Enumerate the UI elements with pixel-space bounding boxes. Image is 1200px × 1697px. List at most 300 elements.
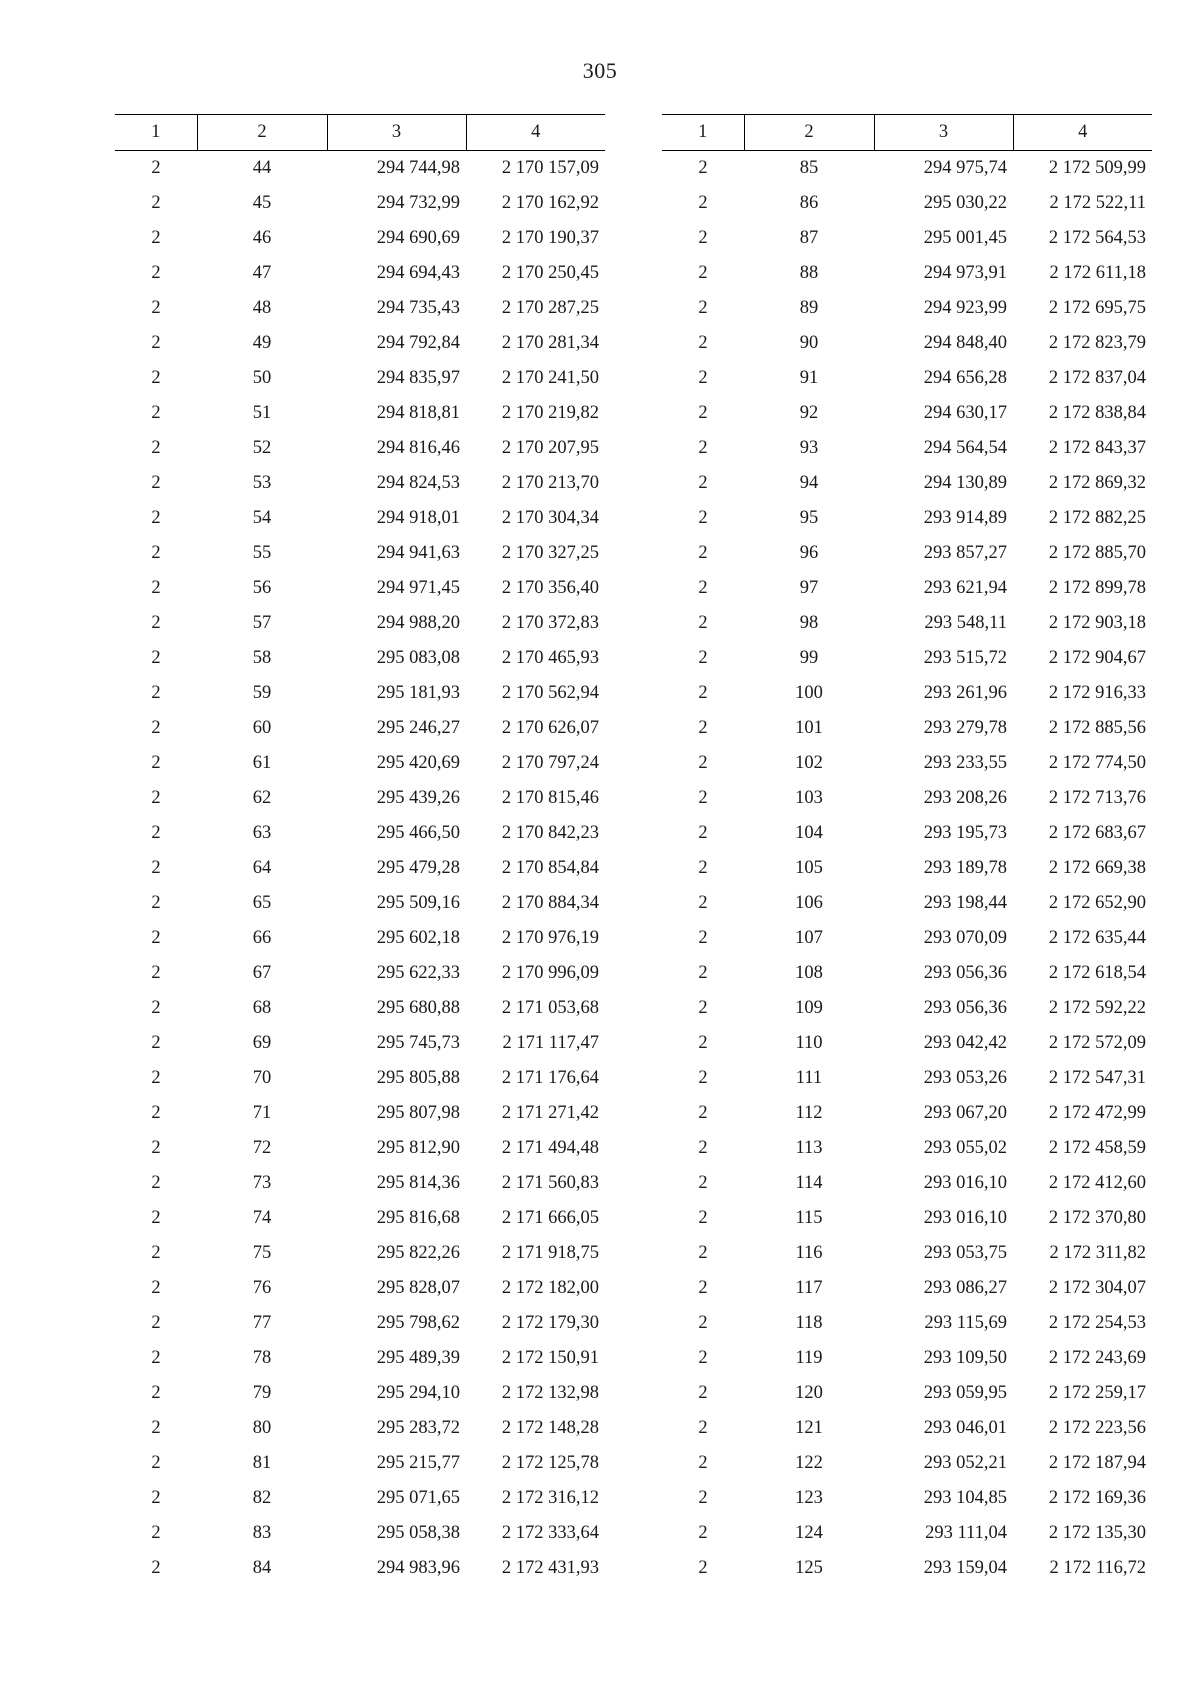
polygon-number-cell: 2 xyxy=(698,1313,708,1333)
column-header: 2 xyxy=(197,115,327,151)
header-row xyxy=(662,115,1152,151)
table-row xyxy=(115,991,605,1026)
x-coordinate-cell: 294 130,89 xyxy=(923,473,1007,493)
x-coordinate-cell: 294 988,20 xyxy=(376,613,460,633)
x-coordinate-cell: 293 070,09 xyxy=(923,928,1007,948)
y-coordinate-cell: 2 172 635,44 xyxy=(1048,928,1146,948)
polygon-number-cell: 2 xyxy=(151,963,161,983)
y-coordinate-cell: 2 170 626,07 xyxy=(501,718,599,738)
point-number-cell: 67 xyxy=(252,963,272,983)
polygon-number-cell: 2 xyxy=(151,263,161,283)
table-row xyxy=(662,1236,1152,1271)
x-coordinate-cell: 295 181,93 xyxy=(376,683,460,703)
table-row xyxy=(115,1271,605,1306)
x-coordinate-cell: 293 857,27 xyxy=(923,543,1007,563)
x-coordinate-cell: 294 792,84 xyxy=(376,333,460,353)
y-coordinate-cell: 2 172 611,18 xyxy=(1049,263,1146,283)
table-row xyxy=(115,1481,605,1516)
column-header: 4 xyxy=(466,115,605,151)
y-coordinate-cell: 2 172 592,22 xyxy=(1048,998,1146,1018)
table-row xyxy=(662,1131,1152,1166)
polygon-number-cell: 2 xyxy=(151,928,161,948)
point-number-cell: 69 xyxy=(252,1033,272,1053)
point-number-cell: 47 xyxy=(252,263,272,283)
x-coordinate-cell: 295 680,88 xyxy=(376,998,460,1018)
point-number-cell: 88 xyxy=(799,263,819,283)
y-coordinate-cell: 2 170 327,25 xyxy=(501,543,599,563)
x-coordinate-cell: 295 745,73 xyxy=(376,1033,460,1053)
polygon-number-cell: 2 xyxy=(698,858,708,878)
polygon-number-cell: 2 xyxy=(698,753,708,773)
column-header: 3 xyxy=(874,115,1013,151)
table-row xyxy=(115,676,605,711)
x-coordinate-cell: 295 805,88 xyxy=(376,1068,460,1088)
point-number-cell: 99 xyxy=(799,648,819,668)
point-number-cell: 53 xyxy=(252,473,272,493)
y-coordinate-cell: 2 171 918,75 xyxy=(501,1243,599,1263)
y-coordinate-cell: 2 172 311,82 xyxy=(1049,1243,1146,1263)
table-row xyxy=(115,1236,605,1271)
x-coordinate-cell: 295 420,69 xyxy=(376,753,460,773)
polygon-number-cell: 2 xyxy=(698,718,708,738)
x-coordinate-cell: 294 971,45 xyxy=(376,578,460,598)
point-number-cell: 104 xyxy=(795,823,823,843)
y-coordinate-cell: 2 172 472,99 xyxy=(1048,1103,1146,1123)
y-coordinate-cell: 2 172 182,00 xyxy=(501,1278,599,1298)
polygon-number-cell: 2 xyxy=(151,1103,161,1123)
table-row xyxy=(662,1201,1152,1236)
polygon-number-cell: 2 xyxy=(698,998,708,1018)
coordinates-table-right xyxy=(662,114,1152,1586)
table-row xyxy=(662,1026,1152,1061)
point-number-cell: 103 xyxy=(795,788,823,808)
polygon-number-cell: 2 xyxy=(698,823,708,843)
table-row xyxy=(115,1551,605,1586)
y-coordinate-cell: 2 172 652,90 xyxy=(1048,893,1146,913)
y-coordinate-cell: 2 172 148,28 xyxy=(501,1418,599,1438)
table-row xyxy=(662,221,1152,256)
point-number-cell: 44 xyxy=(252,158,272,178)
polygon-number-cell: 2 xyxy=(151,1488,161,1508)
point-number-cell: 61 xyxy=(252,753,272,773)
x-coordinate-cell: 294 732,99 xyxy=(376,193,460,213)
polygon-number-cell: 2 xyxy=(698,1558,708,1578)
polygon-number-cell: 2 xyxy=(698,543,708,563)
polygon-number-cell: 2 xyxy=(151,858,161,878)
x-coordinate-cell: 293 067,20 xyxy=(923,1103,1007,1123)
y-coordinate-cell: 2 172 150,91 xyxy=(501,1348,599,1368)
point-number-cell: 111 xyxy=(795,1068,823,1088)
table-row xyxy=(662,1516,1152,1551)
polygon-number-cell: 2 xyxy=(698,368,708,388)
x-coordinate-cell: 293 053,75 xyxy=(923,1243,1007,1263)
x-coordinate-cell: 293 621,94 xyxy=(923,578,1007,598)
x-coordinate-cell: 293 053,26 xyxy=(923,1068,1007,1088)
polygon-number-cell: 2 xyxy=(151,1313,161,1333)
y-coordinate-cell: 2 170 219,82 xyxy=(501,403,599,423)
y-coordinate-cell: 2 172 838,84 xyxy=(1048,403,1146,423)
x-coordinate-cell: 293 052,21 xyxy=(923,1453,1007,1473)
table-row xyxy=(115,921,605,956)
y-coordinate-cell: 2 170 797,24 xyxy=(501,753,599,773)
point-number-cell: 101 xyxy=(795,718,823,738)
x-coordinate-cell: 294 824,53 xyxy=(376,473,460,493)
table-row xyxy=(115,1376,605,1411)
x-coordinate-cell: 293 195,73 xyxy=(923,823,1007,843)
x-coordinate-cell: 293 233,55 xyxy=(923,753,1007,773)
column-header: 1 xyxy=(115,115,197,151)
table-row xyxy=(115,711,605,746)
y-coordinate-cell: 2 170 976,19 xyxy=(501,928,599,948)
polygon-number-cell: 2 xyxy=(151,403,161,423)
table-row xyxy=(115,151,605,187)
point-number-cell: 117 xyxy=(795,1278,823,1298)
x-coordinate-cell: 294 848,40 xyxy=(923,333,1007,353)
x-coordinate-cell: 295 466,50 xyxy=(376,823,460,843)
x-coordinate-cell: 293 189,78 xyxy=(923,858,1007,878)
point-number-cell: 80 xyxy=(252,1418,272,1438)
x-coordinate-cell: 295 602,18 xyxy=(376,928,460,948)
point-number-cell: 63 xyxy=(252,823,272,843)
table-row xyxy=(115,291,605,326)
table-row xyxy=(115,956,605,991)
table-row xyxy=(115,1026,605,1061)
x-coordinate-cell: 294 694,43 xyxy=(376,263,460,283)
polygon-number-cell: 2 xyxy=(698,1033,708,1053)
y-coordinate-cell: 2 172 903,18 xyxy=(1048,613,1146,633)
point-number-cell: 79 xyxy=(252,1383,272,1403)
point-number-cell: 59 xyxy=(252,683,272,703)
y-coordinate-cell: 2 172 564,53 xyxy=(1048,228,1146,248)
polygon-number-cell: 2 xyxy=(698,613,708,633)
polygon-number-cell: 2 xyxy=(698,473,708,493)
y-coordinate-cell: 2 170 854,84 xyxy=(501,858,599,878)
polygon-number-cell: 2 xyxy=(151,1348,161,1368)
point-number-cell: 95 xyxy=(799,508,819,528)
table-row xyxy=(662,711,1152,746)
table-row xyxy=(115,256,605,291)
y-coordinate-cell: 2 170 562,94 xyxy=(501,683,599,703)
polygon-number-cell: 2 xyxy=(698,683,708,703)
x-coordinate-cell: 293 198,44 xyxy=(923,893,1007,913)
point-number-cell: 54 xyxy=(252,508,272,528)
y-coordinate-cell: 2 170 213,70 xyxy=(501,473,599,493)
x-coordinate-cell: 294 835,97 xyxy=(376,368,460,388)
point-number-cell: 72 xyxy=(252,1138,272,1158)
polygon-number-cell: 2 xyxy=(151,508,161,528)
table-row xyxy=(115,1166,605,1201)
point-number-cell: 78 xyxy=(252,1348,272,1368)
y-coordinate-cell: 2 172 683,67 xyxy=(1048,823,1146,843)
y-coordinate-cell: 2 172 547,31 xyxy=(1048,1068,1146,1088)
polygon-number-cell: 2 xyxy=(151,1278,161,1298)
table-row xyxy=(115,641,605,676)
point-number-cell: 94 xyxy=(799,473,819,493)
polygon-number-cell: 2 xyxy=(151,893,161,913)
point-number-cell: 93 xyxy=(799,438,819,458)
point-number-cell: 65 xyxy=(252,893,272,913)
polygon-number-cell: 2 xyxy=(151,1138,161,1158)
point-number-cell: 109 xyxy=(795,998,823,1018)
point-number-cell: 82 xyxy=(252,1488,272,1508)
x-coordinate-cell: 293 111,04 xyxy=(925,1523,1007,1543)
table-row xyxy=(662,781,1152,816)
y-coordinate-cell: 2 172 904,67 xyxy=(1048,648,1146,668)
table-row xyxy=(662,1341,1152,1376)
polygon-number-cell: 2 xyxy=(698,1208,708,1228)
x-coordinate-cell: 294 918,01 xyxy=(376,508,460,528)
point-number-cell: 123 xyxy=(795,1488,823,1508)
polygon-number-cell: 2 xyxy=(698,333,708,353)
polygon-number-cell: 2 xyxy=(698,263,708,283)
x-coordinate-cell: 293 279,78 xyxy=(923,718,1007,738)
polygon-number-cell: 2 xyxy=(151,333,161,353)
point-number-cell: 77 xyxy=(252,1313,272,1333)
polygon-number-cell: 2 xyxy=(151,718,161,738)
x-coordinate-cell: 295 807,98 xyxy=(376,1103,460,1123)
point-number-cell: 125 xyxy=(795,1558,823,1578)
y-coordinate-cell: 2 172 869,32 xyxy=(1048,473,1146,493)
x-coordinate-cell: 294 816,46 xyxy=(376,438,460,458)
point-number-cell: 71 xyxy=(252,1103,272,1123)
y-coordinate-cell: 2 172 412,60 xyxy=(1048,1173,1146,1193)
polygon-number-cell: 2 xyxy=(698,228,708,248)
table-row xyxy=(662,1061,1152,1096)
x-coordinate-cell: 295 812,90 xyxy=(376,1138,460,1158)
x-coordinate-cell: 295 071,65 xyxy=(376,1488,460,1508)
y-coordinate-cell: 2 172 187,94 xyxy=(1048,1453,1146,1473)
x-coordinate-cell: 295 816,68 xyxy=(376,1208,460,1228)
y-coordinate-cell: 2 172 522,11 xyxy=(1049,193,1146,213)
polygon-number-cell: 2 xyxy=(698,1383,708,1403)
point-number-cell: 87 xyxy=(799,228,819,248)
table-row xyxy=(115,1446,605,1481)
table-row xyxy=(115,326,605,361)
table-row xyxy=(662,1411,1152,1446)
x-coordinate-cell: 293 115,69 xyxy=(924,1313,1007,1333)
x-coordinate-cell: 295 828,07 xyxy=(376,1278,460,1298)
y-coordinate-cell: 2 170 356,40 xyxy=(501,578,599,598)
point-number-cell: 60 xyxy=(252,718,272,738)
x-coordinate-cell: 295 083,08 xyxy=(376,648,460,668)
polygon-number-cell: 2 xyxy=(698,1068,708,1088)
column-header: 2 xyxy=(744,115,874,151)
table-body-left xyxy=(115,151,605,1587)
polygon-number-cell: 2 xyxy=(151,823,161,843)
point-number-cell: 46 xyxy=(252,228,272,248)
table-row xyxy=(115,431,605,466)
x-coordinate-cell: 295 294,10 xyxy=(376,1383,460,1403)
y-coordinate-cell: 2 170 884,34 xyxy=(501,893,599,913)
x-coordinate-cell: 294 973,91 xyxy=(923,263,1007,283)
point-number-cell: 57 xyxy=(252,613,272,633)
point-number-cell: 51 xyxy=(252,403,272,423)
table-row xyxy=(662,501,1152,536)
point-number-cell: 115 xyxy=(795,1208,823,1228)
y-coordinate-cell: 2 172 572,09 xyxy=(1048,1033,1146,1053)
point-number-cell: 98 xyxy=(799,613,819,633)
table-row xyxy=(115,221,605,256)
table-row xyxy=(115,186,605,221)
x-coordinate-cell: 295 798,62 xyxy=(376,1313,460,1333)
polygon-number-cell: 2 xyxy=(151,1418,161,1438)
y-coordinate-cell: 2 172 243,69 xyxy=(1048,1348,1146,1368)
point-number-cell: 119 xyxy=(795,1348,823,1368)
polygon-number-cell: 2 xyxy=(698,1138,708,1158)
y-coordinate-cell: 2 170 304,34 xyxy=(501,508,599,528)
x-coordinate-cell: 293 016,10 xyxy=(923,1173,1007,1193)
polygon-number-cell: 2 xyxy=(698,578,708,598)
polygon-number-cell: 2 xyxy=(698,403,708,423)
x-coordinate-cell: 294 690,69 xyxy=(376,228,460,248)
x-coordinate-cell: 295 489,39 xyxy=(376,1348,460,1368)
point-number-cell: 108 xyxy=(795,963,823,983)
x-coordinate-cell: 293 208,26 xyxy=(923,788,1007,808)
polygon-number-cell: 2 xyxy=(151,1558,161,1578)
table-row xyxy=(115,361,605,396)
y-coordinate-cell: 2 171 560,83 xyxy=(501,1173,599,1193)
point-number-cell: 114 xyxy=(795,1173,823,1193)
y-coordinate-cell: 2 172 333,64 xyxy=(501,1523,599,1543)
polygon-number-cell: 2 xyxy=(151,648,161,668)
y-coordinate-cell: 2 171 666,05 xyxy=(501,1208,599,1228)
point-number-cell: 50 xyxy=(252,368,272,388)
y-coordinate-cell: 2 172 843,37 xyxy=(1048,438,1146,458)
polygon-number-cell: 2 xyxy=(698,1278,708,1298)
x-coordinate-cell: 295 215,77 xyxy=(376,1453,460,1473)
polygon-number-cell: 2 xyxy=(698,1348,708,1368)
y-coordinate-cell: 2 172 370,80 xyxy=(1048,1208,1146,1228)
x-coordinate-cell: 293 046,01 xyxy=(923,1418,1007,1438)
y-coordinate-cell: 2 172 669,38 xyxy=(1048,858,1146,878)
table-row xyxy=(662,186,1152,221)
y-coordinate-cell: 2 172 259,17 xyxy=(1048,1383,1146,1403)
y-coordinate-cell: 2 172 135,30 xyxy=(1048,1523,1146,1543)
polygon-number-cell: 2 xyxy=(151,193,161,213)
point-number-cell: 66 xyxy=(252,928,272,948)
table-row xyxy=(115,851,605,886)
point-number-cell: 102 xyxy=(795,753,823,773)
table-row xyxy=(115,396,605,431)
y-coordinate-cell: 2 170 465,93 xyxy=(501,648,599,668)
point-number-cell: 86 xyxy=(799,193,819,213)
x-coordinate-cell: 294 735,43 xyxy=(376,298,460,318)
coordinates-table-left xyxy=(115,114,605,1586)
header-row xyxy=(115,115,605,151)
polygon-number-cell: 2 xyxy=(151,473,161,493)
table-row xyxy=(115,816,605,851)
x-coordinate-cell: 295 622,33 xyxy=(376,963,460,983)
table-row xyxy=(115,606,605,641)
table-row xyxy=(115,1516,605,1551)
table-row xyxy=(115,536,605,571)
point-number-cell: 85 xyxy=(799,158,819,178)
column-header: 3 xyxy=(327,115,466,151)
x-coordinate-cell: 294 975,74 xyxy=(923,158,1007,178)
y-coordinate-cell: 2 172 899,78 xyxy=(1048,578,1146,598)
polygon-number-cell: 2 xyxy=(698,648,708,668)
x-coordinate-cell: 294 923,99 xyxy=(923,298,1007,318)
x-coordinate-cell: 295 058,38 xyxy=(376,1523,460,1543)
table-row xyxy=(662,1166,1152,1201)
point-number-cell: 106 xyxy=(795,893,823,913)
x-coordinate-cell: 293 016,10 xyxy=(923,1208,1007,1228)
y-coordinate-cell: 2 172 885,56 xyxy=(1048,718,1146,738)
polygon-number-cell: 2 xyxy=(151,298,161,318)
y-coordinate-cell: 2 170 815,46 xyxy=(501,788,599,808)
point-number-cell: 68 xyxy=(252,998,272,1018)
column-header: 1 xyxy=(662,115,744,151)
y-coordinate-cell: 2 172 316,12 xyxy=(501,1488,599,1508)
polygon-number-cell: 2 xyxy=(151,1208,161,1228)
table-row xyxy=(115,466,605,501)
table-row xyxy=(662,676,1152,711)
polygon-number-cell: 2 xyxy=(151,998,161,1018)
y-coordinate-cell: 2 172 431,93 xyxy=(501,1558,599,1578)
x-coordinate-cell: 295 283,72 xyxy=(376,1418,460,1438)
x-coordinate-cell: 293 159,04 xyxy=(923,1558,1007,1578)
y-coordinate-cell: 2 170 287,25 xyxy=(501,298,599,318)
polygon-number-cell: 2 xyxy=(151,158,161,178)
point-number-cell: 96 xyxy=(799,543,819,563)
point-number-cell: 76 xyxy=(252,1278,272,1298)
x-coordinate-cell: 294 744,98 xyxy=(376,158,460,178)
table-row xyxy=(115,1131,605,1166)
polygon-number-cell: 2 xyxy=(698,193,708,213)
y-coordinate-cell: 2 171 117,47 xyxy=(502,1033,599,1053)
y-coordinate-cell: 2 172 695,75 xyxy=(1048,298,1146,318)
table-row xyxy=(115,886,605,921)
point-number-cell: 112 xyxy=(795,1103,823,1123)
table-row xyxy=(115,1096,605,1131)
table-row xyxy=(662,991,1152,1026)
table-body-right xyxy=(662,151,1152,1587)
y-coordinate-cell: 2 172 774,50 xyxy=(1048,753,1146,773)
y-coordinate-cell: 2 171 494,48 xyxy=(501,1138,599,1158)
polygon-number-cell: 2 xyxy=(698,1243,708,1263)
polygon-number-cell: 2 xyxy=(151,1173,161,1193)
polygon-number-cell: 2 xyxy=(151,578,161,598)
x-coordinate-cell: 293 109,50 xyxy=(923,1348,1007,1368)
polygon-number-cell: 2 xyxy=(151,228,161,248)
x-coordinate-cell: 295 439,26 xyxy=(376,788,460,808)
table-row xyxy=(662,1551,1152,1586)
point-number-cell: 49 xyxy=(252,333,272,353)
point-number-cell: 62 xyxy=(252,788,272,808)
table-row xyxy=(662,746,1152,781)
point-number-cell: 122 xyxy=(795,1453,823,1473)
table-row xyxy=(115,1411,605,1446)
x-coordinate-cell: 293 056,36 xyxy=(923,998,1007,1018)
y-coordinate-cell: 2 172 304,07 xyxy=(1048,1278,1146,1298)
y-coordinate-cell: 2 172 882,25 xyxy=(1048,508,1146,528)
page-number: 305 xyxy=(582,58,618,83)
y-coordinate-cell: 2 170 241,50 xyxy=(501,368,599,388)
table-row xyxy=(662,1446,1152,1481)
table-row xyxy=(115,501,605,536)
x-coordinate-cell: 293 056,36 xyxy=(923,963,1007,983)
polygon-number-cell: 2 xyxy=(151,613,161,633)
point-number-cell: 121 xyxy=(795,1418,823,1438)
table-row xyxy=(662,431,1152,466)
table-row xyxy=(662,1376,1152,1411)
point-number-cell: 45 xyxy=(252,193,272,213)
point-number-cell: 91 xyxy=(799,368,819,388)
polygon-number-cell: 2 xyxy=(698,1523,708,1543)
point-number-cell: 118 xyxy=(795,1313,823,1333)
table-row xyxy=(115,746,605,781)
table-row xyxy=(662,466,1152,501)
